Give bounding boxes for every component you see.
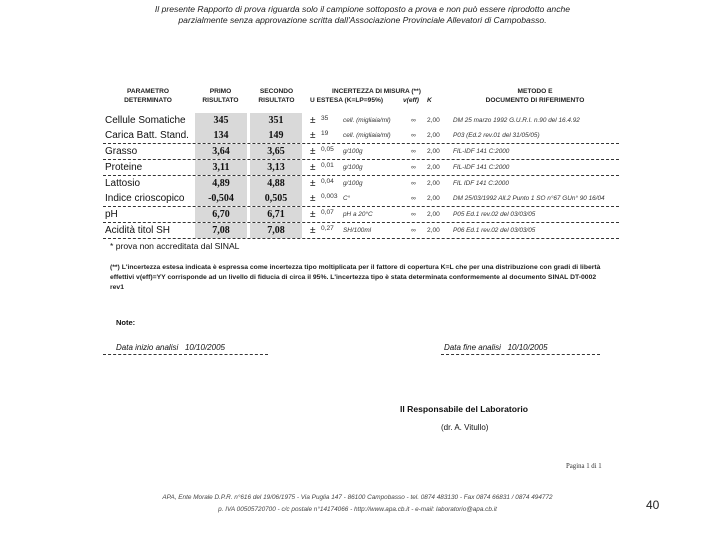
method: P03 (Ed.2 rev.01 del 31/05/05): [453, 132, 540, 139]
veff-value: ∞: [411, 195, 416, 202]
k-value: 2,00: [427, 211, 440, 218]
uncertainty-footnote: (**) L'incertezza estesa indicata è espressa come incertezza tipo moltiplicata per il fattore di copertura K=L che per una distribuzione con gradi di libertà effettivi v(eff)=YY corrisponde ad un livello di fiducia di circa il 95%. L'incertezza tipo è stata determinata conformemente al documento SINAL DT-0002 rev1: [110, 264, 601, 291]
param-name: Carica Batt. Stand.: [105, 130, 189, 141]
first-result: 3,11: [195, 160, 247, 175]
uncertainty-value: 0,01: [321, 162, 334, 169]
header-parameter: [108, 87, 188, 105]
header-parameter-line1: PARAMETRO: [126, 88, 169, 95]
disclaimer-note: [135, 4, 590, 26]
first-result: -0,504: [195, 191, 247, 206]
table-row: [103, 113, 619, 128]
header-second-line1: SECONDO: [259, 88, 294, 95]
k-value: 2,00: [427, 180, 440, 187]
header-method: [450, 87, 620, 105]
k-value: 2,00: [427, 164, 440, 171]
plus-minus: ±: [310, 146, 316, 157]
table-row: [103, 144, 619, 160]
method: FIL-IDF 141 C:2000: [453, 148, 510, 155]
first-result: 6,70: [195, 207, 247, 222]
header-u-extended: U ESTESA (K=LP=95%): [310, 97, 384, 104]
veff-value: ∞: [411, 227, 416, 234]
header-uncertainty-title: INCERTEZZA DI MISURA (**): [332, 88, 421, 95]
param-name: Grasso: [105, 146, 138, 157]
header-veff: v(eff): [403, 97, 419, 104]
veff-value: ∞: [411, 117, 416, 124]
uncertainty-value: 0,27: [321, 225, 334, 232]
plus-minus: ±: [310, 209, 316, 220]
plus-minus: ±: [310, 162, 316, 173]
unit: g/100g: [343, 180, 363, 187]
param-name: Acidità titol SH: [105, 225, 171, 236]
table-row: [103, 191, 619, 207]
disclaimer-line-2: parzialmente senza approvazione scritta dall'Associazione Provinciale Allevatori di Campobasso.: [178, 15, 547, 25]
veff-value: ∞: [411, 211, 416, 218]
first-result: 134: [195, 128, 247, 143]
plus-minus: ±: [310, 130, 316, 141]
veff-value: ∞: [411, 148, 416, 155]
header-first-line1: PRIMO: [209, 88, 232, 95]
end-date-label: Data fine analisi: [444, 343, 501, 352]
second-result: 3,13: [250, 160, 302, 175]
header-method-line1: METODO E: [517, 88, 553, 95]
table-row: [103, 160, 619, 176]
plus-minus: ±: [310, 178, 316, 189]
method: P05 Ed.1 rev.02 del 03/03/05: [453, 211, 536, 218]
uncertainty-value: 0,04: [321, 178, 334, 185]
unit: g/100g: [343, 164, 363, 171]
veff-value: ∞: [411, 164, 416, 171]
document-footer: [130, 492, 585, 516]
method: DM 25/03/1992 All.2 Punto 1 SO n°67 GUn° 90 16/04: [453, 195, 605, 202]
second-result: 0,505: [250, 191, 302, 206]
k-value: 2,00: [427, 195, 440, 202]
unit: g/100g: [343, 148, 363, 155]
unit: cell. (migliaia/ml): [343, 117, 391, 124]
param-name: Proteine: [105, 162, 143, 173]
footer-line-2: p. IVA 00505720700 - c/c postale n°14174066 - http://www.apa.cb.it - e-mail: laboratorio@apa.cb.it: [218, 506, 497, 513]
plus-minus: ±: [310, 225, 316, 236]
header-uncertainty: [310, 87, 430, 105]
unit: pH a 20°C: [343, 211, 373, 218]
unit: SH/100ml: [343, 227, 372, 234]
disclaimer-line-1: Il presente Rapporto di prova riguarda solo il campione sottoposto a prova e non può essere riprodotto anche: [154, 4, 571, 14]
first-result: 7,08: [195, 223, 247, 238]
uncertainty-value: 0,05: [321, 146, 334, 153]
second-result: 6,71: [250, 207, 302, 222]
start-date: [116, 343, 225, 352]
table-row: [103, 176, 619, 191]
header-first-line2: RISULTATO: [202, 97, 239, 104]
second-result: 351: [250, 113, 302, 128]
second-result: 149: [250, 128, 302, 143]
slide-number: 40: [646, 498, 660, 512]
table-row: [103, 207, 619, 223]
k-value: 2,00: [427, 227, 440, 234]
uncertainty-value: 35: [321, 115, 329, 122]
start-date-value: 10/10/2005: [184, 343, 225, 352]
second-result: 4,88: [250, 176, 302, 191]
start-date-divider: [103, 354, 268, 355]
end-date: [444, 343, 548, 352]
header-second-line2: RISULTATO: [258, 97, 295, 104]
first-result: 3,64: [195, 144, 247, 159]
method: FIL IDF 141 C:2000: [453, 180, 509, 187]
page-indicator: Pagina 1 di 1: [566, 463, 602, 470]
signature-title: Il Responsabile del Laboratorio: [400, 404, 528, 414]
uncertainty-value: 0,07: [321, 209, 334, 216]
header-method-line2: DOCUMENTO DI RIFERIMENTO: [485, 97, 585, 104]
param-name: Indice crioscopico: [105, 193, 185, 204]
plus-minus: ±: [310, 115, 316, 126]
param-name: Cellule Somatiche: [105, 115, 186, 126]
start-date-label: Data inizio analisi: [116, 343, 179, 352]
end-date-value: 10/10/2005: [507, 343, 548, 352]
table-row: [103, 128, 619, 144]
not-accredited-note: * prova non accreditata dal SINAL: [110, 241, 240, 251]
header-k: K: [427, 97, 432, 104]
header-second-result: [249, 87, 304, 105]
veff-value: ∞: [411, 180, 416, 187]
unit: C°: [343, 195, 351, 202]
header-first-result: [193, 87, 248, 105]
param-name: Lattosio: [105, 178, 141, 189]
unit: cell. (migliaia/ml): [343, 132, 391, 139]
k-value: 2,00: [427, 148, 440, 155]
footer-line-1: APA, Ente Morale D.P.R. n°616 del 19/06/1975 - Via Puglia 147 - 86100 Campobasso - tel. 0874 483130 - Fax 0874 66831 / 0874 494772: [162, 494, 553, 501]
veff-value: ∞: [411, 132, 416, 139]
plus-minus: ±: [310, 193, 316, 204]
second-result: 7,08: [250, 223, 302, 238]
method: P06 Ed.1 rev.02 del 03/03/05: [453, 227, 536, 234]
uncertainty-value: 0,003: [321, 193, 338, 200]
second-result: 3,65: [250, 144, 302, 159]
first-result: 345: [195, 113, 247, 128]
end-date-divider: [441, 354, 600, 355]
notes-label: Note:: [116, 318, 136, 327]
first-result: 4,89: [195, 176, 247, 191]
header-parameter-line2: DETERMINATO: [124, 97, 172, 104]
uncertainty-value: 19: [321, 130, 329, 137]
table-row: [103, 223, 619, 239]
param-name: pH: [105, 209, 118, 220]
method: DM 25 marzo 1992 G.U.R.I. n.90 del 16.4.92: [453, 117, 580, 124]
k-value: 2,00: [427, 117, 440, 124]
signature-name: (dr. A. Vitullo): [441, 423, 489, 432]
method: FIL-IDF 141 C:2000: [453, 164, 510, 171]
k-value: 2,00: [427, 132, 440, 139]
